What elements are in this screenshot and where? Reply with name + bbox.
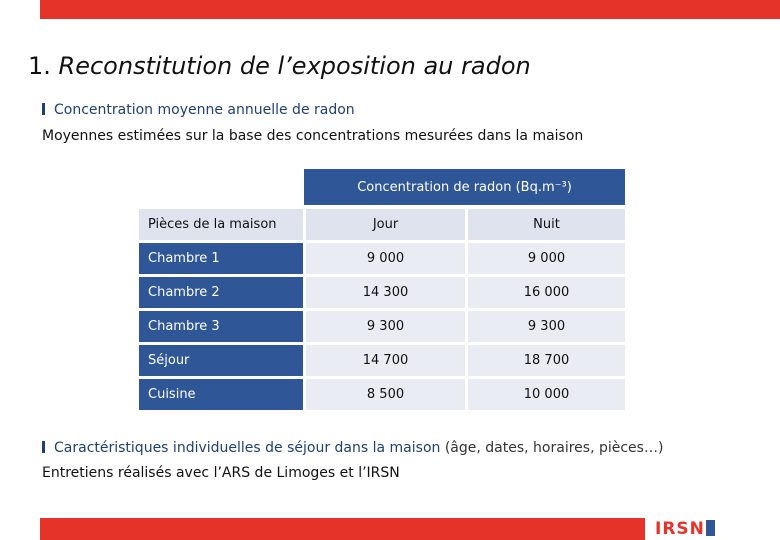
bullet-bar-icon bbox=[42, 441, 45, 453]
section-heading-characteristics bbox=[42, 440, 663, 456]
table-row bbox=[139, 311, 625, 342]
bottom-red-bar bbox=[40, 518, 645, 540]
section2-subtitle: Entretiens réalisés avec l’ARS de Limoges et l’IRSN bbox=[42, 465, 400, 481]
section1-heading: Concentration moyenne annuelle de radon bbox=[54, 102, 355, 118]
value-nuit: 9 300 bbox=[468, 311, 625, 342]
title-text: Reconstitution de l’exposition au radon bbox=[58, 52, 531, 80]
value-jour: 8 500 bbox=[306, 379, 465, 410]
section2-heading-extra: (âge, dates, horaires, pièces…) bbox=[440, 440, 664, 456]
room-label: Chambre 3 bbox=[139, 311, 303, 342]
room-label: Cuisine bbox=[139, 379, 303, 410]
value-nuit: 16 000 bbox=[468, 277, 625, 308]
section1-subtitle: Moyennes estimées sur la base des concentrations mesurées dans la maison bbox=[42, 128, 584, 144]
row-header: Pièces de la maison bbox=[139, 209, 303, 240]
irsn-logo bbox=[655, 519, 715, 539]
table-header-row bbox=[139, 209, 625, 240]
section2-heading: Caractéristiques individuelles de séjour dans la maison bbox=[54, 440, 441, 456]
room-label: Chambre 1 bbox=[139, 243, 303, 274]
column-header-nuit: Nuit bbox=[468, 209, 625, 240]
radon-table bbox=[136, 206, 628, 413]
table-row bbox=[139, 277, 625, 308]
page-title bbox=[28, 52, 531, 80]
value-nuit: 10 000 bbox=[468, 379, 625, 410]
title-number: 1. bbox=[28, 52, 51, 80]
value-jour: 9 300 bbox=[306, 311, 465, 342]
table-row bbox=[139, 243, 625, 274]
table-row bbox=[139, 345, 625, 376]
column-header-jour: Jour bbox=[306, 209, 465, 240]
bullet-bar-icon bbox=[42, 103, 45, 115]
room-label: Séjour bbox=[139, 345, 303, 376]
room-label: Chambre 2 bbox=[139, 277, 303, 308]
section-heading-concentration bbox=[42, 102, 355, 118]
top-red-bar bbox=[40, 0, 780, 19]
table-super-header: Concentration de radon (Bq.m⁻³) bbox=[304, 169, 625, 205]
logo-mark-icon bbox=[706, 520, 715, 536]
logo-text: IRSN bbox=[655, 519, 705, 539]
value-jour: 14 700 bbox=[306, 345, 465, 376]
value-jour: 9 000 bbox=[306, 243, 465, 274]
table-row bbox=[139, 379, 625, 410]
value-nuit: 9 000 bbox=[468, 243, 625, 274]
value-nuit: 18 700 bbox=[468, 345, 625, 376]
value-jour: 14 300 bbox=[306, 277, 465, 308]
